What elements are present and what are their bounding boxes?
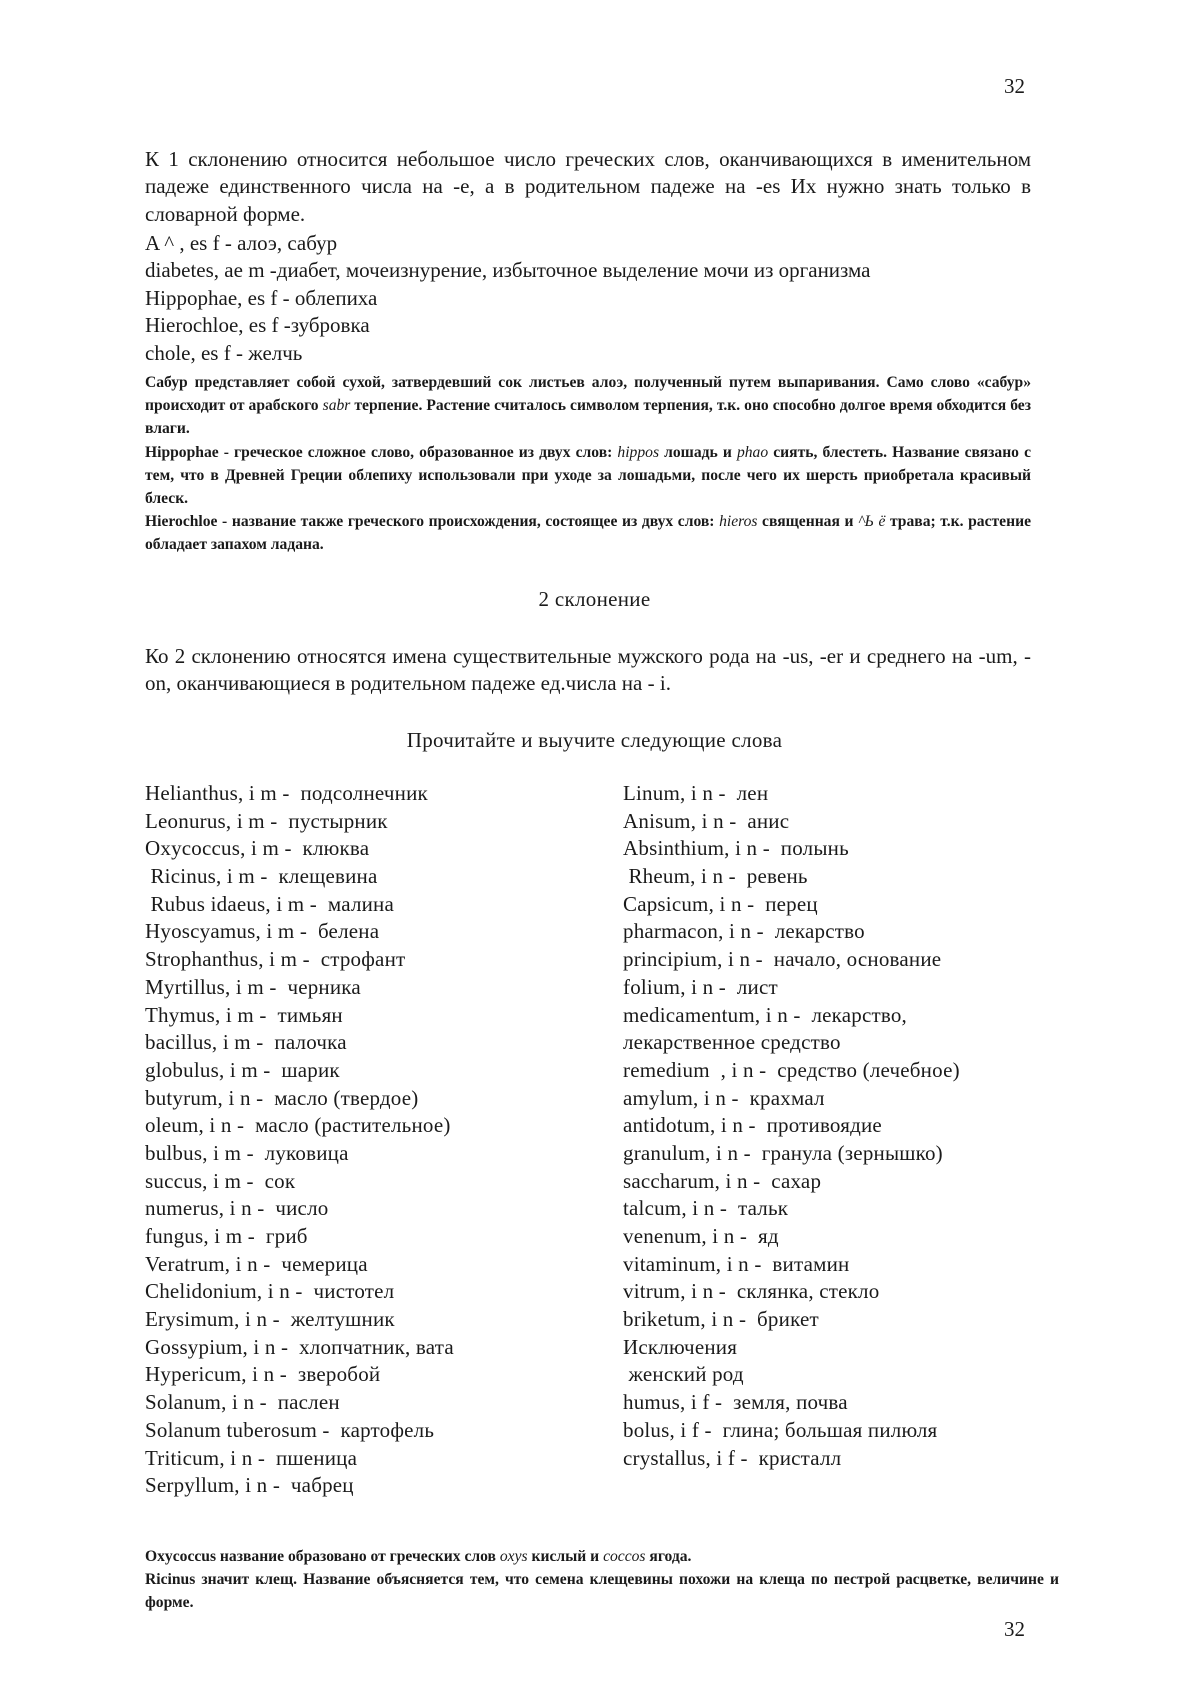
vocab-left-item-2: Oxycoccus, i m - клюква — [145, 836, 370, 861]
vocab-left-item-1: Leonurus, i m - пустырник — [145, 808, 388, 833]
first-decl-word-chole: chole, es f - желчь — [145, 341, 303, 365]
vocab-right-item-6: principium, i n - начало, основание — [623, 947, 942, 972]
vocab-left-item-25: Serpyllum, i n - чабрец — [145, 1473, 354, 1498]
vocab-right-item-14: saccharum, i n - сахар — [623, 1168, 822, 1193]
note-ricinus: Ricinus значит клещ. Название объясняется тем, что семена клещевины похожи на клеща по пестрой расцветке, величине и форме. — [145, 1571, 1059, 1611]
vocab-right-item-23: bolus, i f - глина; большая пилюля — [623, 1417, 938, 1442]
vocab-right-item-15: talcum, i n - тальк — [623, 1196, 789, 1221]
intro-paragraph: К 1 склонению относится небольшое число греческих слов, оканчивающихся в именительном падеже единственного числа на -е, а в родительном падеже на -es Их нужно знать только в словарной форме. — [145, 147, 1031, 226]
vocab-left-item-0: Helianthus, i m - подсолнечник — [145, 781, 428, 805]
vocab-left-item-17: Veratrum, i n - чемерица — [145, 1251, 368, 1276]
vocab-left-item-4: Rubus idaeus, i m - малина — [145, 891, 395, 916]
page-number-bottom: 32 — [1004, 1617, 1025, 1641]
page-number-top: 32 — [1004, 74, 1025, 98]
first-decl-word-hippophae: Hippophae, es f - облепиха — [145, 286, 378, 310]
vocab-left-item-9: bacillus, i m - палочка — [145, 1030, 347, 1055]
vocab-right-item-13: granulum, i n - гранула (зернышко) — [623, 1140, 943, 1165]
vocab-left-item-21: Hypericum, i n - зверобой — [145, 1362, 381, 1387]
vocab-right-item-3: Rheum, i n - ревень — [623, 864, 808, 889]
vocab-right-column — [623, 780, 960, 1472]
first-decl-word-diabetes: diabetes, ae m -диабет, мочеизнурение, избыточное выделение мочи из организма — [145, 258, 871, 282]
vocab-left-item-3: Ricinus, i m - клещевина — [145, 864, 378, 889]
vocab-left-item-19: Erysimum, i n - желтушник — [145, 1307, 395, 1332]
vocab-left-item-6: Strophanthus, i m - строфант — [145, 947, 406, 972]
vocab-left-item-11: butyrum, i n - масло (твердое) — [145, 1085, 419, 1110]
vocab-right-item-19: briketum, i n - брикет — [623, 1307, 819, 1332]
vocab-left-item-10: globulus, i m - шарик — [145, 1057, 340, 1082]
vocab-left-item-23: Solanum tuberosum - картофель — [145, 1417, 435, 1442]
vocab-left-column — [145, 780, 454, 1500]
vocab-left-item-24: Triticum, i n - пшеница — [145, 1445, 358, 1470]
vocab-left-item-15: numerus, i n - число — [145, 1196, 329, 1221]
note-hierochloe: Hierochloe - название также греческого происхождения, состоящее из двух слов: hieros священная и ^Ь ё трава; т.к. растение обладает запахом ладана. — [145, 513, 1031, 553]
vocab-right-item-10: remedium , i n - средство (лечебное) — [623, 1057, 960, 1082]
vocab-left-item-5: Hyoscyamus, i m - белена — [145, 919, 380, 944]
vocab-right-item-18: vitrum, i n - склянка, стекло — [623, 1279, 880, 1304]
vocab-right-item-16: venenum, i n - яд — [623, 1224, 779, 1248]
vocab-left-item-20: Gossypium, i n - хлопчатник, вата — [145, 1334, 454, 1359]
vocab-right-item-5: pharmacon, i n - лекарство — [623, 919, 865, 944]
vocab-left-item-16: fungus, i m - гриб — [145, 1224, 308, 1248]
vocab-left-item-8: Thymus, i m - тимьян — [145, 1002, 343, 1027]
vocab-right-item-7: folium, i n - лист — [623, 974, 778, 999]
vocab-right-item-9: лекарственное средство — [623, 1030, 841, 1055]
vocab-heading: Прочитайте и выучите следующие слова — [406, 728, 783, 752]
vocab-right-item-1: Anisum, i n - анис — [623, 808, 790, 833]
vocab-right-item-8: medicamentum, i n - лекарство, — [623, 1002, 908, 1027]
vocab-right-item-4: Capsicum, i n - перец — [623, 891, 818, 916]
vocab-right-item-22: humus, i f - земля, почва — [623, 1390, 848, 1415]
vocab-left-item-13: bulbus, i m - луковица — [145, 1140, 349, 1165]
vocab-left-item-22: Solanum, i n - паслен — [145, 1390, 340, 1415]
vocab-right-item-20: Исключения — [623, 1334, 738, 1359]
vocab-right-item-21: женский род — [623, 1362, 744, 1387]
note-oxycoccus: Oxycoccus название образовано от греческих слов oxys кислый и coccos ягода. — [145, 1548, 692, 1565]
vocab-right-item-17: vitaminum, i n - витамин — [623, 1251, 850, 1276]
vocab-right-item-2: Absinthium, i n - полынь — [623, 836, 849, 861]
note-hippophae: Hippophae - греческое сложное слово, образованное из двух слов: hippos лошадь и phao сиять, блестеть. Название связано с тем, что в Древней Греции облепиху использовали при уходе за лошадьми, после чего их шерсть приобретала красивый блеск. — [145, 444, 1032, 507]
note-sabur: Сабур представляет собой сухой, затвердевший сок листьев алоэ, полученный путем выпаривания. Само слово «сабур» происходит от арабского sabr терпение. Растение считалось символом терпения, т.к. оно способно долгое время обходится без влаги. — [145, 374, 1031, 437]
section-title: 2 склонение — [538, 587, 651, 611]
vocab-right-item-24: crystallus, i f - кристалл — [623, 1445, 842, 1470]
second-decl-paragraph: Ко 2 склонению относятся имена существительные мужского рода на -us, -er и среднего на -um, -on, оканчивающиеся в родительном падеже ед.числа на - i. — [145, 644, 1031, 696]
vocab-left-item-12: oleum, i n - масло (растительное) — [145, 1113, 451, 1138]
vocab-left-item-7: Myrtillus, i m - черника — [145, 974, 361, 999]
vocab-left-item-14: succus, i m - сок — [145, 1168, 296, 1193]
vocab-right-item-0: Linum, i n - лен — [623, 781, 769, 805]
vocab-right-item-11: amylum, i n - крахмал — [623, 1085, 825, 1110]
vocab-left-item-18: Chelidonium, i n - чистотел — [145, 1279, 395, 1304]
first-decl-word-hierochloe: Hierochloe, es f -зубровка — [145, 313, 370, 337]
vocab-right-item-12: antidotum, i n - противоядие — [623, 1113, 882, 1138]
first-decl-word-aloe: A ^ , es f - алоэ, сабур — [145, 231, 338, 255]
